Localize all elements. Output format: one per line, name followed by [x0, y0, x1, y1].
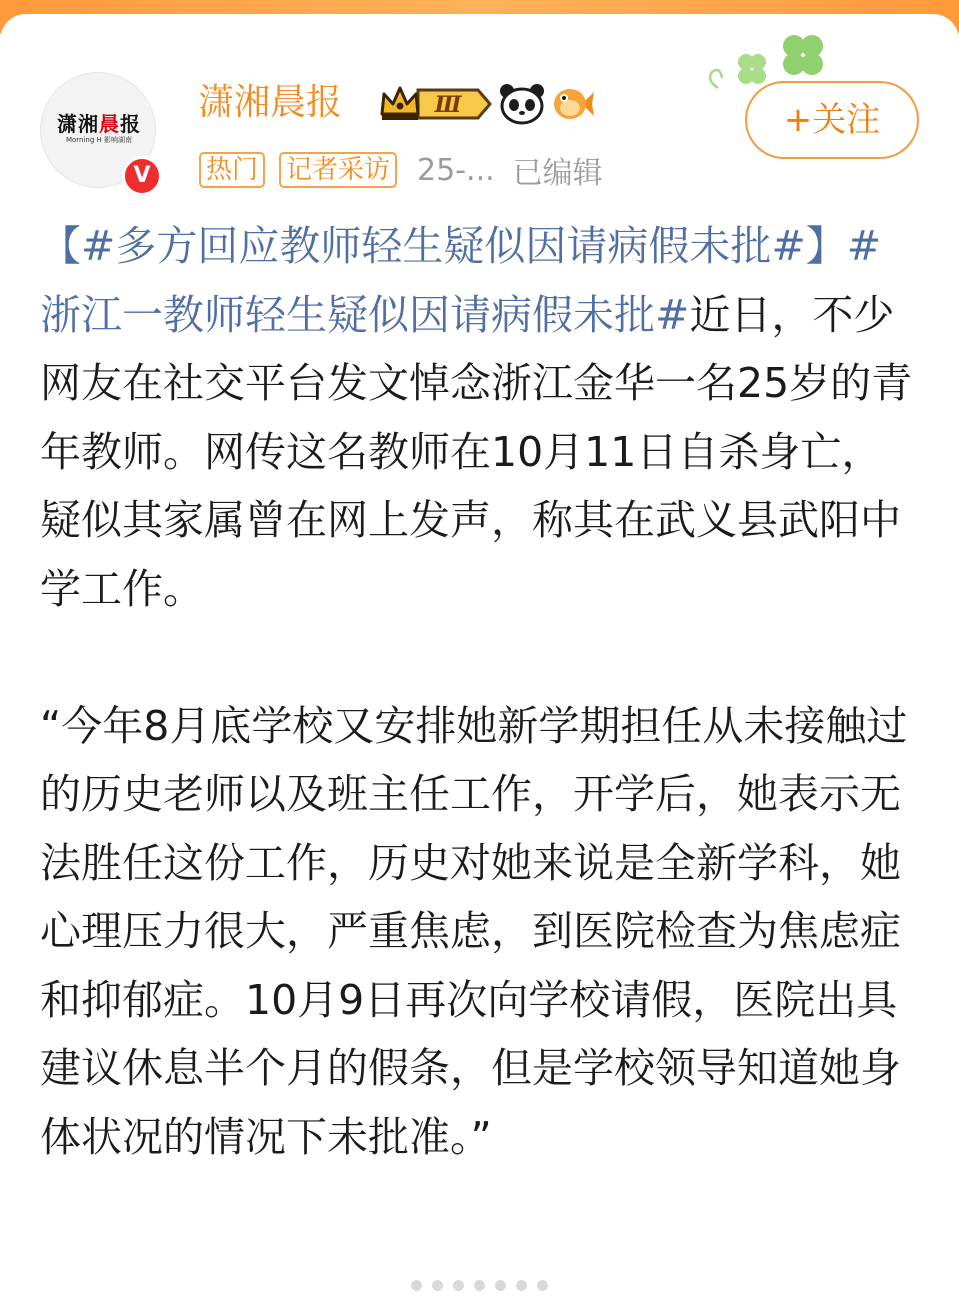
avatar-logo-subtext: Morning H 影响湖南	[65, 136, 133, 144]
edited-label[interactable]: 已编辑	[512, 156, 603, 191]
tag-hot[interactable]: 热门	[199, 152, 265, 188]
paragraph-1-text: 近日，不少网友在社交平台发文悼念浙江金华一名25岁的青年教师。网传这名教师在10月11日自杀身亡，疑似其家属曾在网上发声，称其在武义县武阳中学工作。	[40, 290, 913, 613]
hashtag-topic-2[interactable]: #浙江一教师轻生疑似因请病假未批#	[40, 222, 882, 339]
pager-dot[interactable]	[495, 1280, 506, 1291]
meta-row	[199, 148, 603, 192]
post-time: 25-...	[417, 152, 495, 188]
post-card	[0, 14, 959, 1301]
crown-level-icon[interactable]	[378, 84, 494, 124]
pager-dot[interactable]	[474, 1280, 485, 1291]
avatar-logo	[53, 113, 145, 149]
avatar-logo-text: 潇湘晨报	[57, 112, 141, 136]
verified-v-icon: V	[122, 156, 162, 196]
pager-dot[interactable]	[516, 1280, 527, 1291]
fish-icon[interactable]	[552, 84, 596, 124]
follow-button[interactable]: +关注	[745, 81, 919, 159]
pager-dot[interactable]	[537, 1280, 548, 1291]
paragraph-2-text: “今年8月底学校又安排她新学期担任从未接触过的历史老师以及班主任工作，开学后，她表示无法胜任这份工作，历史对她来说是全新学科，她心理压力很大，严重焦虑，到医院检查为焦虑症和抑郁症。10月9日再次向学校请假，医院出具建议休息半个月的假条，但是学校领导知道她身体状况的情况下未批准。”	[40, 701, 908, 1161]
tag-reporter-interview[interactable]: 记者采访	[279, 152, 397, 188]
pager-dot[interactable]	[411, 1280, 422, 1291]
post-body	[40, 212, 920, 1171]
pager-dot[interactable]	[432, 1280, 443, 1291]
username[interactable]: 潇湘晨报	[198, 82, 343, 123]
panda-icon[interactable]	[498, 82, 546, 126]
member-level-text: Ⅲ	[434, 92, 462, 118]
pager-dot[interactable]	[453, 1280, 464, 1291]
hashtag-topic-1[interactable]: 【#多方回应教师轻生疑似因请病假未批#】	[40, 222, 847, 270]
image-pager	[0, 1280, 959, 1291]
